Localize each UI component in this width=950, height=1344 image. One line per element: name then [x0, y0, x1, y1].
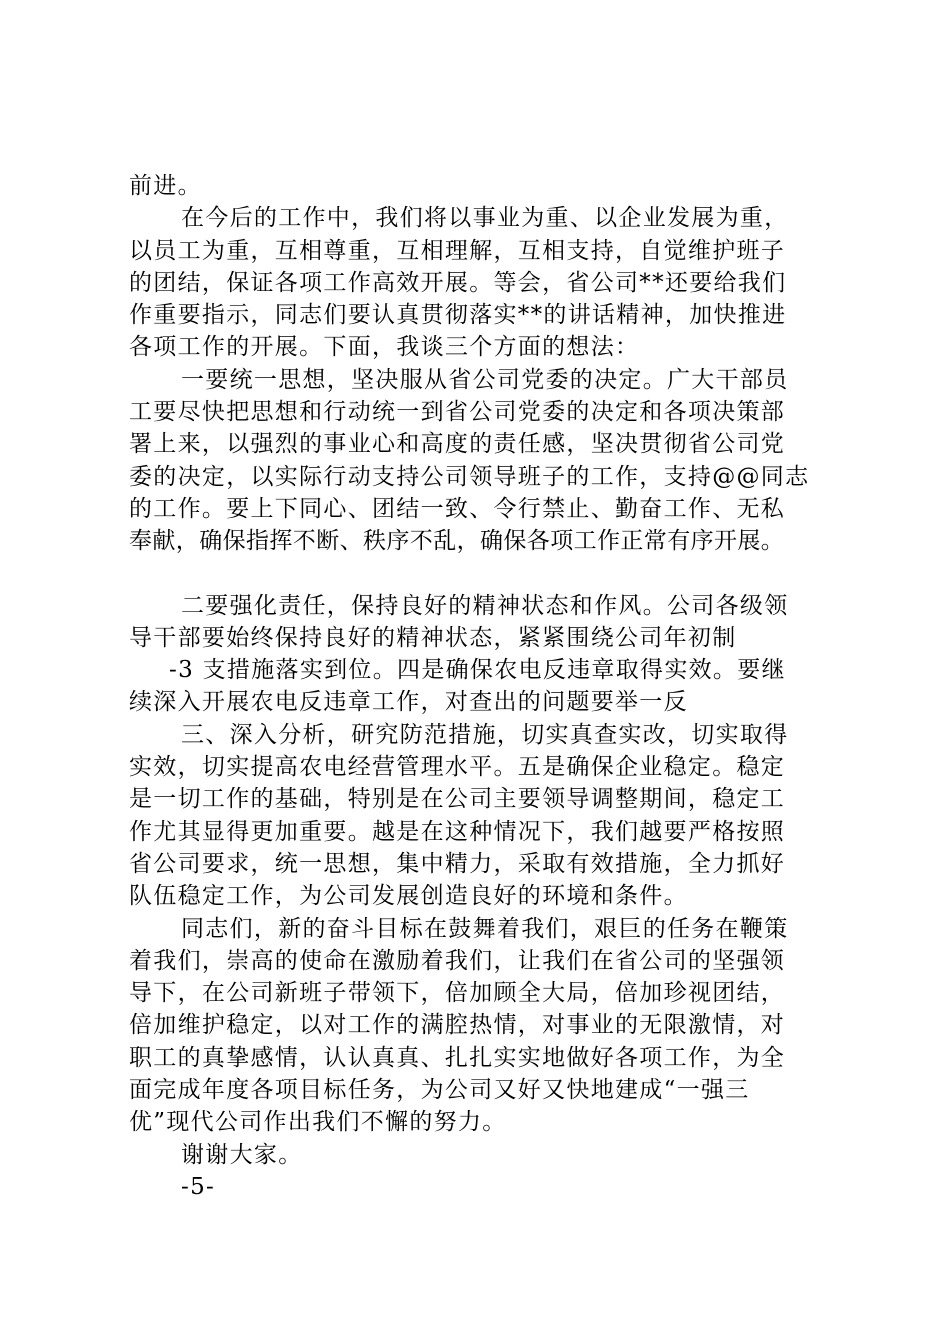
- text-line: 导干部要始终保持良好的精神状态，紧紧围绕公司年初制: [129, 624, 737, 651]
- text-line: 续深入开展农电反违章工作，对查出的问题要举一反: [129, 689, 688, 716]
- document-body: [129, 170, 849, 1203]
- text-line: 倍加维护稳定，以对工作的满腔热情，对事业的无限激情，对: [129, 1012, 786, 1039]
- text-line: 面完成年度各项目标任务，为公司又好又快地建成“一强三: [129, 1077, 750, 1104]
- text-line: 作尤其显得更加重要。越是在这种情况下，我们越要严格按照: [129, 818, 786, 845]
- text-line: 省公司要求，统一思想，集中精力，采取有效措施，全力抓好: [129, 850, 786, 877]
- paragraph-gap: [129, 558, 849, 590]
- paragraph-start-line: -3 支措施落实到位。四是确保农电反违章取得实效。要继: [169, 657, 786, 684]
- text-line: 实效，切实提高农电经营管理水平。五是确保企业稳定。稳定: [129, 754, 786, 781]
- text-line: 奉献，确保指挥不断、秩序不乱，确保各项工作正常有序开展。: [129, 528, 785, 555]
- text-line: 优”现代公司作出我们不懈的努力。: [129, 1109, 507, 1136]
- text-line: 职工的真挚感情，认认真真、扎扎实实地做好各项工作，为全: [129, 1044, 786, 1071]
- text-line: 工要尽快把思想和行动统一到省公司党委的决定和各项决策部: [129, 399, 786, 426]
- text-line: 队伍稳定工作，为公司发展创造良好的环境和条件。: [129, 883, 688, 910]
- paragraph-start-line: 同志们，新的奋斗目标在鼓舞着我们，艰巨的任务在鞭策: [181, 915, 789, 942]
- text-line: 前进。: [129, 173, 202, 199]
- text-line: 作重要指示，同志们要认真贯彻落实**的讲话精神，加快推进: [129, 302, 787, 329]
- text-line: 着我们，崇高的使命在激励着我们，让我们在省公司的坚强领: [129, 947, 786, 974]
- text-line: 导下，在公司新班子带领下，倍加顾全大局，倍加珍视团结，: [129, 980, 786, 1007]
- paragraph-start-line: 三、深入分析，研究防范措施，切实真查实改，切实取得: [181, 721, 789, 748]
- text-line: 委的决定，以实际行动支持公司领导班子的工作，支持@@同志: [129, 463, 810, 490]
- text-line: 各项工作的开展。下面，我谈三个方面的想法：: [129, 334, 640, 361]
- text-line: 以员工为重，互相尊重，互相理解，互相支持，自觉维护班子: [129, 237, 786, 264]
- text-line: 的工作。要上下同心、团结一致、令行禁止、勤奋工作、无私: [129, 495, 786, 522]
- text-line: 是一切工作的基础，特别是在公司主要领导调整期间，稳定工: [129, 786, 786, 813]
- page-number: -5-: [181, 1173, 216, 1200]
- paragraph-start-line: 一要统一思想，坚决服从省公司党委的决定。广大干部员: [181, 366, 789, 393]
- paragraph-start-line: 二要强化责任，保持良好的精神状态和作风。公司各级领: [181, 592, 789, 619]
- text-line: 的团结，保证各项工作高效开展。等会，省公司**还要给我们: [129, 269, 787, 296]
- paragraph-start-line: 在今后的工作中，我们将以事业为重、以企业发展为重，: [181, 205, 789, 232]
- closing-line: 谢谢大家。: [181, 1141, 303, 1168]
- text-line: 署上来，以强烈的事业心和高度的责任感，坚决贯彻省公司党: [129, 431, 786, 458]
